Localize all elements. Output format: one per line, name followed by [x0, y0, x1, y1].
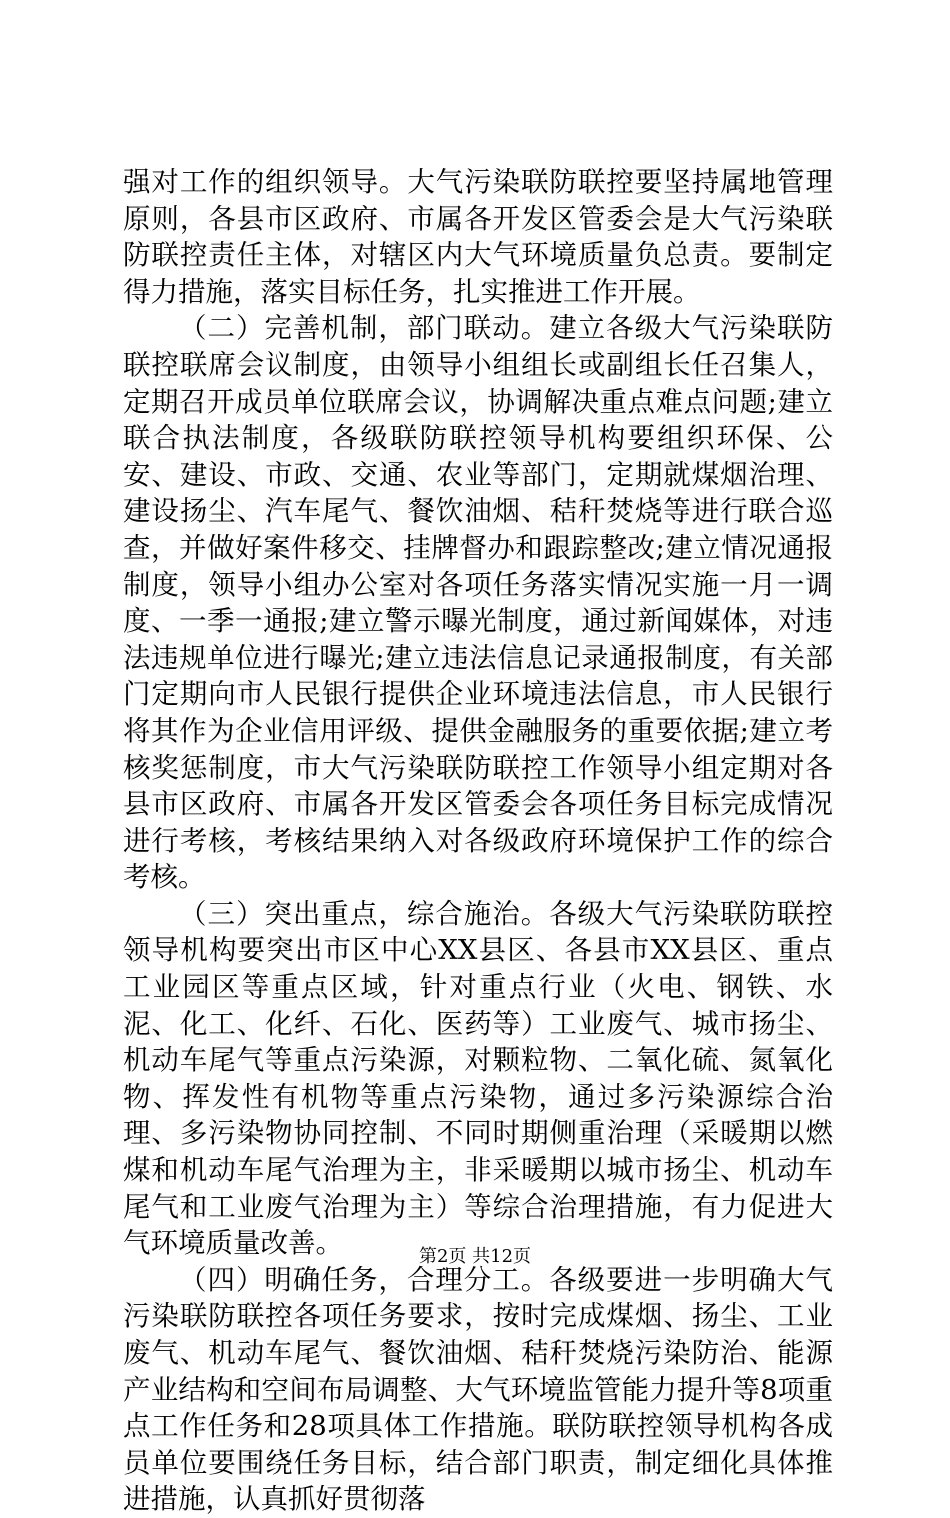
- page-footer: 第2页 共12页: [418, 1246, 532, 1267]
- paragraph-section-4: （四）明确任务，合理分工。各级要进一步明确大气污染联防联控各项任务要求，按时完成煤烟、扬尘、工业废气、机动车尾气、餐饮油烟、秸秆焚烧污染防治、能源产业结构和空间布局调整、大气环境监管能力提升等8项重点工作任务和28项具体工作措施。联防联控领导机构各成员单位要围绕任务目标，结合部门职责，制定细化具体推进措施，认真抓好贯彻落: [123, 1263, 833, 1516]
- paragraph-section-3: （三）突出重点，综合施治。各级大气污染联防联控领导机构要突出市区中心XX县区、各县市XX县区、重点工业园区等重点区域，针对重点行业（火电、钢铁、水泥、化工、化纤、石化、医药等）工业废气、城市扬尘、机动车尾气等重点污染源，对颗粒物、二氧化硫、氮氧化物、挥发性有机物等重点污染物，通过多污染源综合治理、多污染物协同控制、不同时期侧重治理（采暖期以燃煤和机动车尾气治理为主，非采暖期以城市扬尘、机动车尾气和工业废气治理为主）等综合治理措施，有力促进大气环境质量改善。: [123, 897, 833, 1260]
- paragraph-section-2: （二）完善机制，部门联动。建立各级大气污染联防联控联席会议制度，由领导小组组长或副组长任召集人，定期召开成员单位联席会议，协调解决重点难点问题;建立联合执法制度，各级联防联控领导机构要组织环保、公安、建设、市政、交通、农业等部门，定期就煤烟治理、建设扬尘、汽车尾气、餐饮油烟、秸秆焚烧等进行联合巡查，并做好案件移交、挂牌督办和跟踪整改;建立情况通报制度，领导小组办公室对各项任务落实情况实施一月一调度、一季一通报;建立警示曝光制度，通过新闻媒体，对违法违规单位进行曝光;建立违法信息记录通报制度，有关部门定期向市人民银行提供企业环境违法信息，市人民银行将其作为企业信用评级、提供金融服务的重要依据;建立考核奖惩制度，市大气污染联防联控工作领导小组定期对各县市区政府、市属各开发区管委会各项任务目标完成情况进行考核，考核结果纳入对各级政府环境保护工作的综合考核。: [123, 312, 833, 894]
- paragraph-continuation: 强对工作的组织领导。大气污染联防联控要坚持属地管理原则，各县市区政府、市属各开发区管委会是大气污染联防联控责任主体，对辖区内大气环境质量负总责。要制定得力措施，落实目标任务，扎实推进工作开展。: [123, 166, 833, 308]
- document-body: [123, 164, 833, 1518]
